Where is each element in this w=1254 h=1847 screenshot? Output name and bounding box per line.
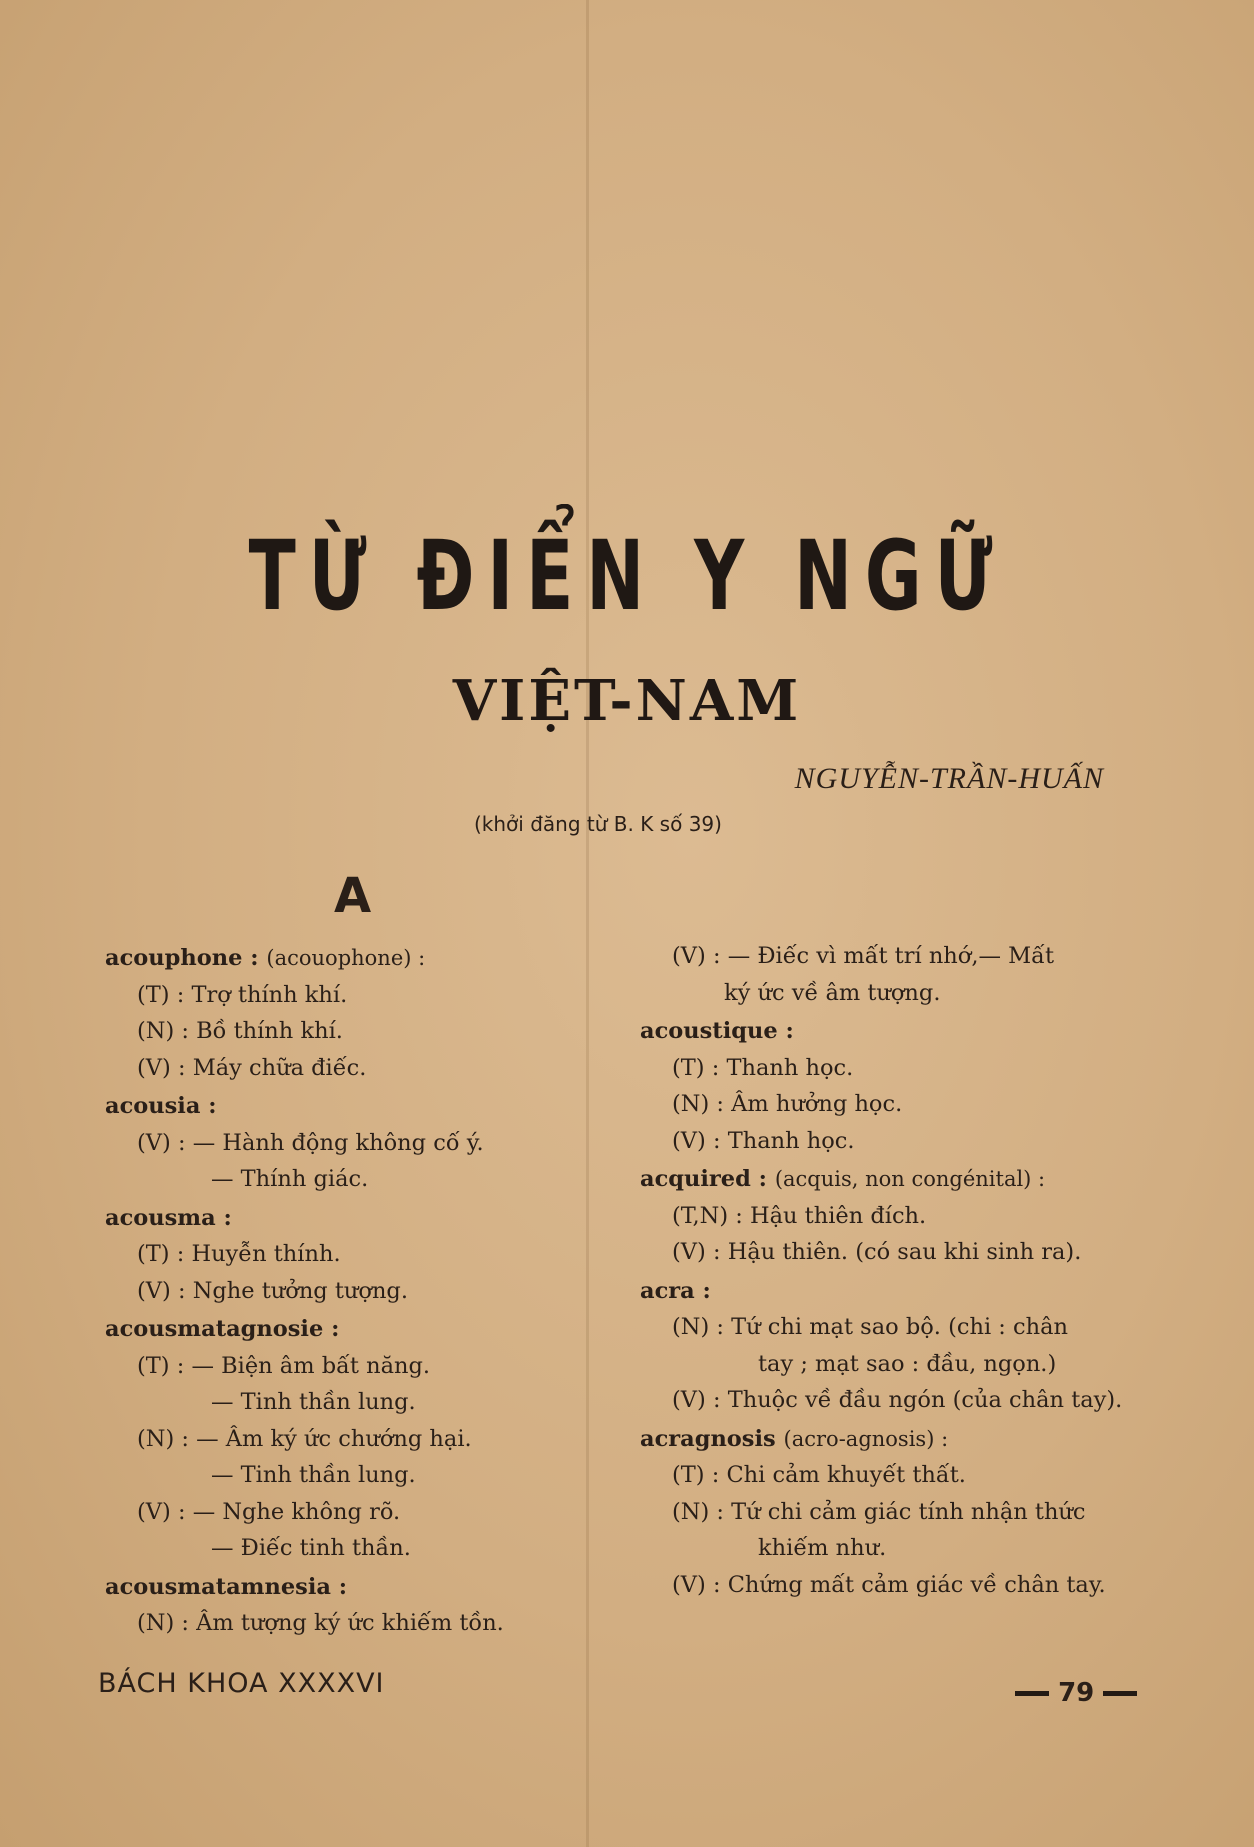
entry-headword bbox=[105, 1088, 575, 1125]
entry-headword bbox=[640, 1161, 1160, 1198]
entry-headword bbox=[105, 940, 575, 977]
definition-line: (N) : Âm tượng ký ức khiếm tồn. bbox=[137, 1610, 504, 1636]
headword: acousia : bbox=[105, 1093, 217, 1119]
headword-note: (acouophone) : bbox=[266, 946, 426, 970]
definition-line: (V) : Nghe tưởng tượng. bbox=[137, 1277, 408, 1304]
definition-line: (T) : Trợ thính khí. bbox=[137, 981, 348, 1008]
entry-headword bbox=[640, 1013, 1160, 1050]
definition-line: (T) : Huyễn thính. bbox=[137, 1241, 341, 1267]
headword: acousmatamnesia : bbox=[105, 1573, 348, 1600]
entry-headword bbox=[105, 1569, 575, 1606]
page-title: TỪ ĐIỂN Y NGỮ bbox=[248, 520, 1006, 632]
definition-line: (V) : Thanh học. bbox=[672, 1127, 855, 1154]
dash-right bbox=[1103, 1691, 1137, 1696]
headword: acousma : bbox=[105, 1204, 232, 1231]
definition-line: (V) : Chứng mất cảm giác về chân tay. bbox=[672, 1571, 1106, 1598]
definition-line: (N) : Bồ thính khí. bbox=[137, 1018, 343, 1044]
entry-headword bbox=[105, 1311, 575, 1348]
definition-line: (V) : Máy chữa điếc. bbox=[137, 1054, 367, 1081]
entry-headword bbox=[640, 1273, 1160, 1310]
definition-line: (T,N) : Hậu thiên đích. bbox=[672, 1202, 927, 1229]
definition-continuation: — Thính giác. bbox=[211, 1166, 369, 1192]
definition-continuation: — Tinh thần lung. bbox=[211, 1389, 416, 1415]
headword: acquired : bbox=[640, 1166, 767, 1192]
left-column bbox=[105, 938, 575, 1642]
definition-line: (N) : Âm hưởng học. bbox=[672, 1091, 903, 1117]
definition-line: (N) : Tứ chi cảm giác tính nhận thức bbox=[672, 1498, 1086, 1525]
magazine-name: BÁCH KHOA XXXXVI bbox=[98, 1668, 385, 1699]
definition-line: (T) : Chi cảm khuyết thất. bbox=[672, 1462, 966, 1488]
headword: acouphone : bbox=[105, 945, 259, 971]
dash-left bbox=[1015, 1691, 1049, 1696]
entry-headword bbox=[105, 1200, 575, 1237]
headword-note: (acro-agnosis) : bbox=[783, 1426, 949, 1451]
headword: acoustique : bbox=[640, 1018, 794, 1044]
definition-line: (V) : — Điếc vì mất trí nhớ,— Mất bbox=[672, 943, 1055, 969]
definition-line: (N) : Tứ chi mạt sao bộ. (chi : chân bbox=[672, 1314, 1069, 1340]
origin-note: (khởi đăng từ B. K số 39) bbox=[474, 812, 722, 836]
entry-headword bbox=[640, 1421, 1160, 1458]
definition-continuation: tay ; mạt sao : đầu, ngọn.) bbox=[758, 1350, 1057, 1377]
definition-line: (T) : — Biện âm bất năng. bbox=[137, 1352, 431, 1379]
definition-line: (V) : — Nghe không rõ. bbox=[137, 1498, 401, 1525]
headword: acragnosis bbox=[640, 1425, 776, 1452]
section-letter: A bbox=[334, 868, 372, 924]
definition-continuation: — Điếc tinh thần. bbox=[211, 1535, 411, 1561]
definition-line: (V) : Thuộc về đầu ngón (của chân tay). bbox=[672, 1387, 1123, 1413]
headword: acousmatagnosie : bbox=[105, 1316, 340, 1342]
definition-continuation: khiếm như. bbox=[758, 1535, 887, 1561]
right-column bbox=[640, 938, 1160, 1603]
definition-line: (T) : Thanh học. bbox=[672, 1054, 854, 1081]
page-fold bbox=[586, 0, 589, 1847]
headword-note: (acquis, non congénital) : bbox=[774, 1167, 1046, 1191]
definition-line: (V) : Hậu thiên. (có sau khi sinh ra). bbox=[672, 1239, 1082, 1265]
definition-continuation: — Tinh thần lung. bbox=[211, 1462, 416, 1488]
page-number: 79 bbox=[1058, 1678, 1095, 1708]
author: NGUYỄN-TRẦN-HUẤN bbox=[794, 762, 1104, 795]
definition-line: (V) : — Hành động không cố ý. bbox=[137, 1129, 484, 1156]
definition-continuation: ký ức về âm tượng. bbox=[724, 979, 941, 1006]
page-subtitle: VIỆT-NAM bbox=[452, 668, 802, 734]
headword: acra : bbox=[640, 1277, 711, 1304]
definition-line: (N) : — Âm ký ức chướng hại. bbox=[137, 1425, 472, 1452]
page-number-block bbox=[1015, 1678, 1137, 1708]
